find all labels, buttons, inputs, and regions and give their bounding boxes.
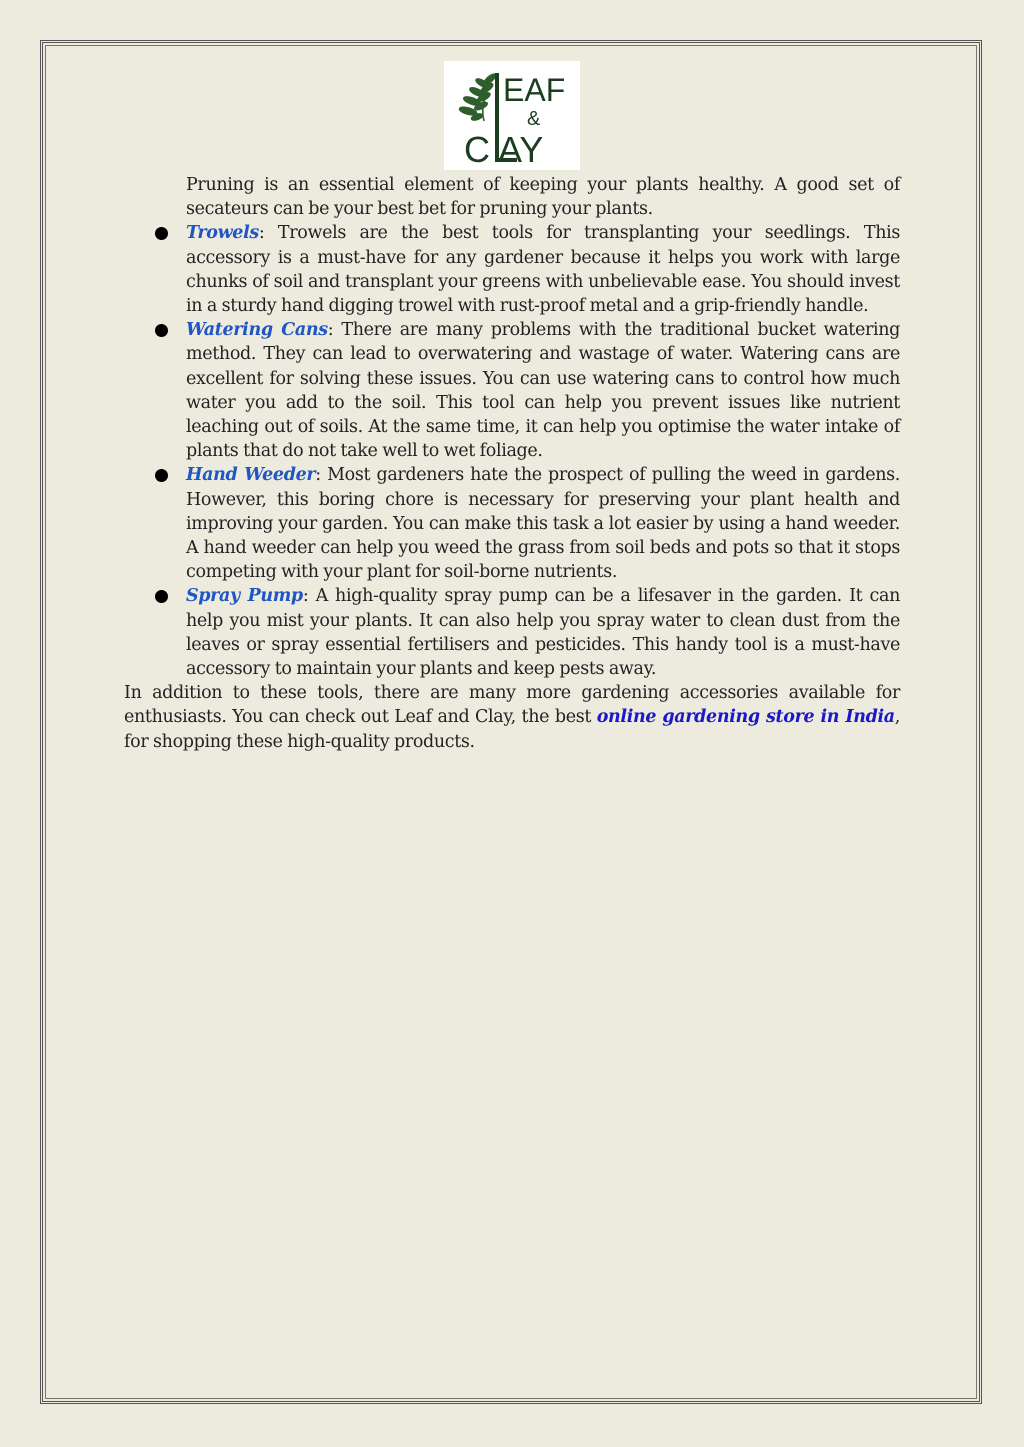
- item-text: : Most gardeners hate the prospect of pulling the weed in gardens. However, this boring chore is necessary for preserving your plant health and improving your garden. You can make this task a lot easier by using a hand weeder. A hand weeder can help you weed the grass from soil beds and pots so that it stops competing with your plant for soil-borne nutrients.: [186, 465, 900, 583]
- term-spray-pump: Spray Pump: [186, 586, 303, 607]
- bullet-icon: [155, 227, 168, 240]
- closing-paragraph: [124, 681, 900, 754]
- bullet-icon: [155, 324, 168, 337]
- list-item-trowels: [124, 221, 900, 318]
- logo-line1: EAF: [503, 72, 566, 108]
- online-store-link[interactable]: online gardening store in India: [596, 707, 895, 728]
- logo-ampersand: &: [527, 108, 541, 130]
- closing-text-after: , for shopping these high-quality products.: [124, 707, 900, 752]
- logo-graphic: [444, 61, 580, 170]
- list-item-hand-weeder: [124, 463, 900, 584]
- term-hand-weeder: Hand Weeder: [186, 465, 316, 486]
- leaf-sprig-icon: [458, 72, 497, 121]
- bullet-icon: [155, 469, 168, 482]
- term-watering-cans: Watering Cans: [186, 320, 328, 341]
- list-item-watering-cans: [124, 318, 900, 463]
- intro-paragraph: Pruning is an essential element of keeping your plants healthy. A good set of secateurs can be your best bet for pruning your plants.: [186, 175, 900, 220]
- item-text: : A high-quality spray pump can be a lifesaver in the garden. It can help you mist your plants. It can also help you spray water to clean dust from the leaves or spray essential fertilisers and pesticides. This handy tool is a must-have accessory to maintain your plants and keep pests away.: [186, 586, 900, 680]
- item-text: : There are many problems with the traditional bucket watering method. They can lead to overwatering and wastage of water. Watering cans are excellent for solving these issues. You can use watering cans to control how much water you add to the soil. This tool can help you prevent issues like nutrient leaching out of soils. At the same time, it can help you optimise the water intake of plants that do not take well to wet foliage.: [186, 320, 900, 462]
- logo-line3: C AY: [464, 129, 544, 170]
- bullet-icon: [155, 590, 168, 603]
- item-text: : Trowels are the best tools for transplanting your seedlings. This accessory is a must-have for any gardener because it helps you work with large chunks of soil and transplant your greens with unbelievable ease. You should invest in a sturdy hand digging trowel with rust-proof metal and a grip-friendly handle.: [186, 223, 900, 317]
- closing-text-before: In addition to these tools, there are many more gardening accessories available for enthusiasts. You can check out Leaf and Clay, the best: [124, 683, 900, 728]
- term-trowels: Trowels: [186, 223, 259, 244]
- leaf-and-clay-logo: [444, 61, 580, 170]
- document-body: [124, 173, 900, 754]
- list-item-spray-pump: [124, 584, 900, 681]
